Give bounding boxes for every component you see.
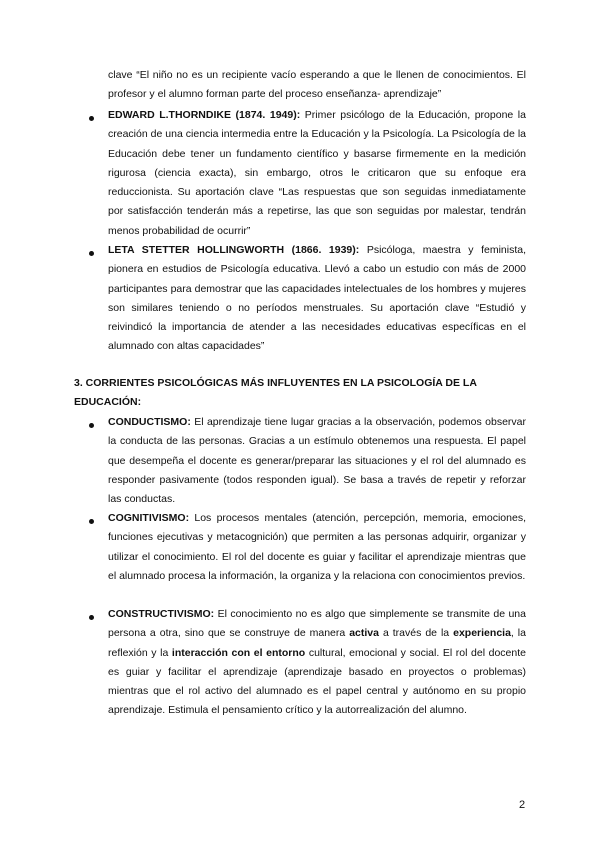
item-text: El aprendizaje tiene lugar gracias a la observación, podemos observar la conducta de las personas. Gracias a un estímulo obtenemos una respuesta. El papel que desempeña el docente es generar/preparar las situaciones y el rol del alumnado es responder pasivamente (todos responden igual). Se basa a través de repetir y reforzar las conductas.	[108, 416, 526, 506]
section-heading: 3. CORRIENTES PSICOLÓGICAS MÁS INFLUYENTES EN LA PSICOLOGÍA DE LA EDUCACIÓN:	[74, 377, 477, 409]
continued-text: clave “El niño no es un recipiente vacío esperando a que le llenen de conocimientos. El profesor y el alumno forman parte del proceso enseñanza- aprendizaje”	[108, 69, 526, 101]
list-item-thorndike	[108, 106, 526, 241]
item-title: CONDUCTISMO:	[108, 416, 191, 428]
bullet-icon	[89, 251, 94, 256]
page-number: 2	[519, 799, 526, 811]
bullet-icon	[89, 423, 94, 428]
item-text: El conocimiento no es algo que simplemente se transmite de una persona a otra, sino que se construye de manera	[108, 608, 526, 640]
emphasis-text: activa	[349, 627, 379, 640]
item-text: , la reflexión y la	[108, 627, 526, 659]
item-title: LETA STETTER HOLLINGWORTH (1866. 1939):	[108, 244, 360, 256]
item-title: EDWARD L.THORNDIKE (1874. 1949):	[108, 109, 301, 121]
list-item-cognitivismo	[108, 509, 526, 586]
continued-paragraph	[108, 66, 526, 105]
emphasis-text: experiencia	[453, 627, 511, 640]
item-text: Primer psicólogo de la Educación, propone la creación de una ciencia intermedia entre la Educación y la Psicología. La Psicología de la Educación debe tener un fundamento científico y basarse firmemente en la medición rigurosa (ciencia exacta), sin embargo, otros le criticaron que su enfoque era reduccionista. Su aportación clave “Las respuestas que son seguidas inmediatamente por satisfacción tenderán más a repetirse, las que son seguidas por malestar, tendrán menos probabilidad de ocurrir”	[108, 109, 526, 237]
item-text: Psicóloga, maestra y feminista, pionera en estudios de Psicología educativa. Llevó a cabo un estudio con más de 2000 participantes para demostrar que las capacidades intelectuales de los hombres y mujeres son similares teniendo o no períodos menstruales. Su aportación clave “Estudió y reivindicó la importancia de atender a las necesidades educativas específicas en el alumnado con altas capacidades”	[108, 244, 526, 353]
list-item-conductismo	[108, 413, 526, 509]
emphasis-text: interacción con el entorno	[171, 646, 306, 659]
list-item-hollingworth	[108, 241, 526, 357]
bullet-icon	[89, 615, 94, 620]
item-text: cultural, emocional y social. El rol del docente es guiar y facilitar el aprendizaje (aprendizaje basado en proyectos o problemas) mientras que el rol activo del alumnado es el papel central y autónomo en su propio aprendizaje. Estimula el pensamiento crítico y la autorrealización del alumno.	[108, 646, 526, 717]
item-text: Los procesos mentales (atención, percepción, memoria, emociones, funciones ejecutivas y metacognición) que permiten a las personas adquirir, organizar y utilizar el conocimiento. El rol del docente es guiar y facilitar el aprendizaje mientras que el alumnado procesa la información, la organiza y la relaciona con conocimientos previos.	[108, 512, 526, 582]
item-title: CONSTRUCTIVISMO:	[108, 608, 215, 620]
list-item-constructivismo	[108, 605, 526, 721]
item-text: a través de la	[378, 627, 454, 640]
bullet-icon	[89, 116, 94, 121]
bullet-icon	[89, 519, 94, 524]
item-title: COGNITIVISMO:	[108, 512, 190, 524]
